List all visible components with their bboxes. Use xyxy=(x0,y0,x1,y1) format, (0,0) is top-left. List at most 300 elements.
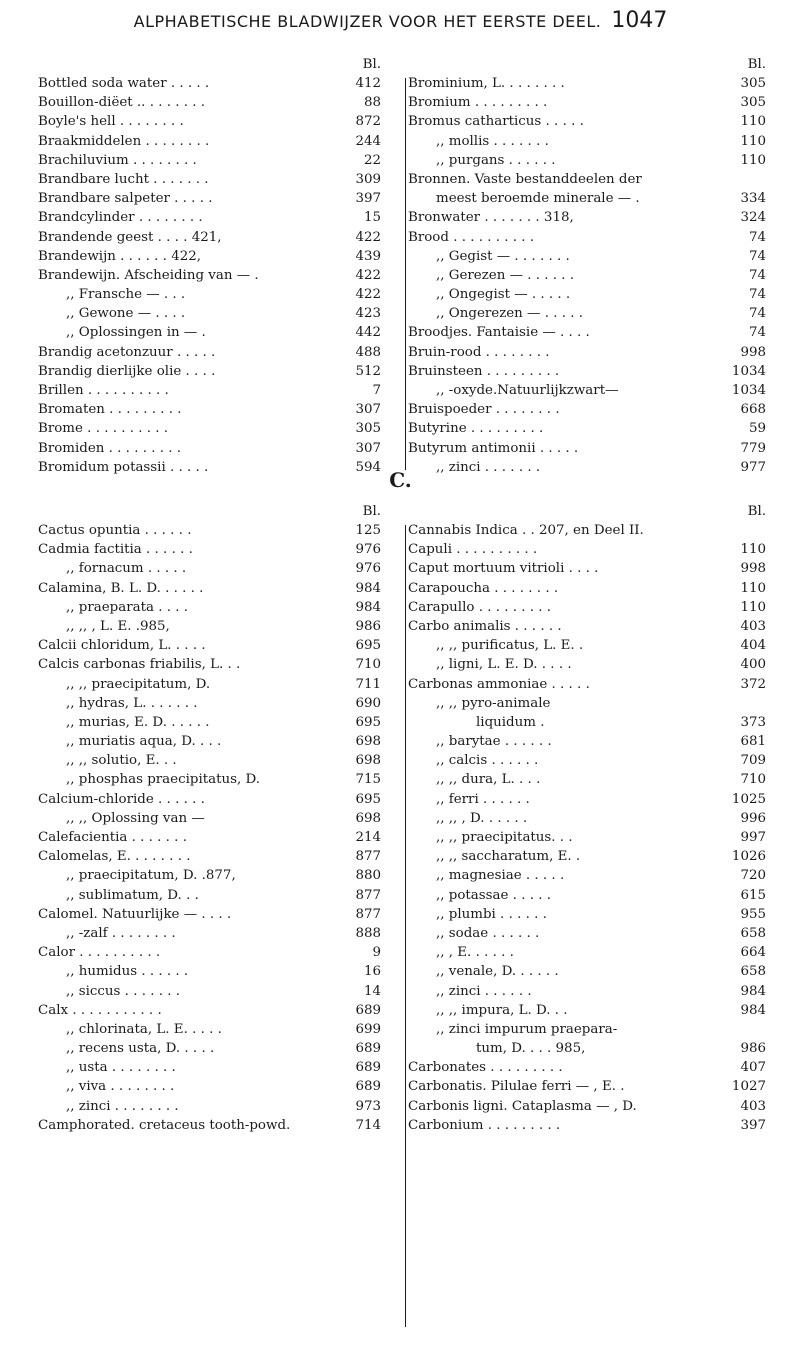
index-entry xyxy=(38,1116,381,1135)
index-entry xyxy=(408,751,766,770)
index-entry xyxy=(408,343,766,362)
entry-term: tum, D. . . . 985, xyxy=(476,1041,586,1057)
index-entry xyxy=(38,905,381,924)
entry-term: Carapoucha . . . . . . . . xyxy=(408,580,559,596)
index-entry xyxy=(38,866,381,885)
entry-page-number: 74 xyxy=(748,248,766,264)
index-entry xyxy=(408,905,766,924)
entry-page-number: 110 xyxy=(740,599,766,615)
entry-term: Bottled soda water . . . . . xyxy=(38,76,210,91)
entry-page-number: 695 xyxy=(355,791,381,807)
index-entry xyxy=(38,809,381,828)
index-entry xyxy=(38,439,381,458)
entry-term: Caput mortuum vitrioli . . . . xyxy=(408,561,599,577)
entry-term: ,, Gegist — . . . . . . . xyxy=(436,248,570,264)
entry-page-number: 16 xyxy=(363,964,381,980)
entry-term: ,, chlorinata, L. E. . . . . xyxy=(66,1021,222,1037)
index-entry xyxy=(408,1058,766,1077)
entry-term: Brandbare lucht . . . . . . . xyxy=(38,171,209,187)
entry-page-number: 400 xyxy=(740,657,766,673)
entry-page-number: 720 xyxy=(740,868,766,884)
index-entry xyxy=(408,521,766,540)
entry-page-number: 888 xyxy=(355,925,381,941)
index-entry xyxy=(408,828,766,847)
index-entry xyxy=(408,617,766,636)
entry-term: Brandig dierlijke olie . . . . xyxy=(38,363,216,379)
index-entry xyxy=(408,982,766,1001)
index-entry xyxy=(38,381,381,400)
index-entry xyxy=(408,112,766,131)
entry-term: ,, ,, praecipitatus. . . xyxy=(436,830,573,845)
index-entry xyxy=(38,285,381,304)
index-entry xyxy=(38,323,381,342)
entry-term: ,, ,, pyro-animale xyxy=(436,695,551,711)
entry-page-number: 955 xyxy=(740,906,766,922)
entry-term: Bromium . . . . . . . . . xyxy=(408,95,548,111)
entry-term: ,, humidus . . . . . . xyxy=(66,964,189,980)
entry-term: Carbo animalis . . . . . . xyxy=(408,618,562,634)
index-entry xyxy=(408,1039,766,1058)
index-entry xyxy=(38,924,381,943)
entry-page-number: 110 xyxy=(740,580,766,596)
entry-page-number: 984 xyxy=(740,983,766,999)
entry-term: Brood . . . . . . . . . . xyxy=(408,229,535,245)
entry-term: Cactus opuntia . . . . . . xyxy=(38,523,192,538)
entry-page-number: 512 xyxy=(355,363,381,379)
entry-page-number: 442 xyxy=(355,325,381,341)
entry-page-number: 88 xyxy=(363,95,381,111)
entry-term: Calomelas, E. . . . . . . . xyxy=(38,849,191,865)
entry-term: Brandig acetonzuur . . . . . xyxy=(38,344,216,360)
entry-term: ,, calcis . . . . . . xyxy=(436,753,539,769)
index-entry xyxy=(408,655,766,674)
entry-term: Bronnen. Vaste bestanddeelen der xyxy=(408,171,642,187)
entry-page-number: 877 xyxy=(355,849,381,865)
entry-term: ,, ,, dura, L. . . . xyxy=(436,772,541,788)
entry-page-number: 422 xyxy=(355,287,381,303)
entry-term: ,, recens usta, D. . . . . xyxy=(66,1041,215,1057)
entry-page-number: 305 xyxy=(740,95,766,111)
index-entry xyxy=(38,540,381,559)
index-entry xyxy=(38,1001,381,1020)
entry-page-number: 695 xyxy=(355,638,381,654)
index-entry xyxy=(408,732,766,751)
index-entry xyxy=(408,636,766,655)
entry-page-number: 324 xyxy=(740,210,766,226)
entry-term: ,, -oxyde.Natuurlijkzwart— xyxy=(436,383,619,398)
entry-page-number: 710 xyxy=(355,657,381,673)
entry-page-number: 423 xyxy=(355,306,381,322)
entry-term: ,, fornacum . . . . . xyxy=(66,561,187,577)
entry-page-number: 373 xyxy=(740,714,766,730)
b-section-left-column xyxy=(38,55,381,477)
index-entry xyxy=(38,266,381,285)
entry-term: ,, ,, Oplossing van — xyxy=(66,810,205,826)
entry-page-number: 872 xyxy=(355,114,381,130)
entry-term: Bruispoeder . . . . . . . . xyxy=(408,402,560,418)
index-entry xyxy=(38,751,381,770)
column-header-label: Bl. xyxy=(362,504,381,519)
entry-page-number: 305 xyxy=(740,76,766,91)
entry-term: Calcii chloridum, L. . . . . xyxy=(38,638,206,654)
entry-page-number: 74 xyxy=(748,229,766,245)
entry-term: Carbonas ammoniae . . . . . xyxy=(408,676,590,692)
index-entry xyxy=(408,713,766,732)
index-entry xyxy=(38,694,381,713)
entry-term: Carbonis ligni. Cataplasma — , D. xyxy=(408,1098,637,1114)
entry-page-number: 996 xyxy=(740,810,766,826)
index-entry xyxy=(38,636,381,655)
entry-page-number: 59 xyxy=(748,421,766,437)
index-entry xyxy=(408,598,766,617)
index-entry xyxy=(38,598,381,617)
entry-page-number: 74 xyxy=(748,306,766,322)
index-entry xyxy=(408,790,766,809)
b-section-right-column xyxy=(408,55,766,477)
entry-page-number: 976 xyxy=(355,561,381,577)
entry-page-number: 699 xyxy=(355,1021,381,1037)
entry-term: Camphorated. cretaceus tooth-powd. xyxy=(38,1117,291,1133)
entry-page-number: 110 xyxy=(740,542,766,558)
entry-term: ,, sublimatum, D. . . xyxy=(66,887,199,903)
entry-term: Braakmiddelen . . . . . . . . xyxy=(38,133,210,149)
entry-term: ,, Gerezen — . . . . . . xyxy=(436,267,575,283)
entry-term: ,, praeparata . . . . xyxy=(66,599,189,615)
entry-page-number: 1026 xyxy=(731,849,766,865)
index-entry xyxy=(38,675,381,694)
entry-term: Butyrine . . . . . . . . . xyxy=(408,421,544,437)
index-entry xyxy=(408,132,766,151)
index-entry xyxy=(38,112,381,131)
entry-term: ,, ,, saccharatum, E. . xyxy=(436,849,581,865)
entry-page-number: 1025 xyxy=(731,791,766,807)
entry-term: Brome . . . . . . . . . . xyxy=(38,421,169,437)
entry-term: ,, ,, impura, L. D. . . xyxy=(436,1002,568,1018)
index-entry xyxy=(408,247,766,266)
index-entry xyxy=(408,540,766,559)
entry-page-number: 22 xyxy=(363,152,381,168)
entry-term: Brandewijn. Afscheiding van — . xyxy=(38,267,259,283)
index-entry xyxy=(38,770,381,789)
entry-term: ,, usta . . . . . . . . xyxy=(66,1060,176,1076)
index-entry xyxy=(408,170,766,189)
entry-page-number: 977 xyxy=(740,459,766,475)
entry-page-number: 615 xyxy=(740,887,766,903)
entry-term: Bronwater . . . . . . . 318, xyxy=(408,210,574,226)
entry-page-number: 698 xyxy=(355,753,381,769)
entry-page-number: 74 xyxy=(748,287,766,303)
entry-page-number: 658 xyxy=(740,964,766,980)
entry-page-number: 372 xyxy=(740,676,766,692)
entry-term: Broodjes. Fantaisie — . . . . xyxy=(408,325,590,341)
index-entry xyxy=(408,1020,766,1039)
entry-page-number: 309 xyxy=(355,171,381,187)
entry-page-number: 715 xyxy=(355,772,381,788)
index-entry xyxy=(38,93,381,112)
index-entry xyxy=(408,189,766,208)
entry-term: ,, sodae . . . . . . xyxy=(436,925,540,941)
index-entry xyxy=(38,790,381,809)
entry-term: Calamina, B. L. D. . . . . . xyxy=(38,580,204,596)
entry-page-number: 422 xyxy=(355,267,381,283)
entry-page-number: 984 xyxy=(355,580,381,596)
index-entry xyxy=(408,962,766,981)
entry-term: ,, potassae . . . . . xyxy=(436,887,551,903)
index-entry xyxy=(408,74,766,93)
index-entry xyxy=(38,713,381,732)
entry-page-number: 709 xyxy=(740,753,766,769)
index-entry xyxy=(38,362,381,381)
index-entry xyxy=(408,809,766,828)
index-entry xyxy=(38,304,381,323)
column-header-label: Bl. xyxy=(747,57,766,72)
index-entry xyxy=(408,304,766,323)
index-entry xyxy=(38,943,381,962)
entry-term: Cadmia factitia . . . . . . xyxy=(38,542,193,558)
index-entry xyxy=(408,323,766,342)
entry-page-number: 403 xyxy=(740,618,766,634)
entry-term: Boyle's hell . . . . . . . . xyxy=(38,114,184,130)
entry-page-number: 422 xyxy=(355,229,381,245)
entry-page-number: 998 xyxy=(740,344,766,360)
entry-term: ,, murias, E. D. . . . . . xyxy=(66,714,210,730)
index-entry xyxy=(408,675,766,694)
index-entry xyxy=(38,1077,381,1096)
index-entry xyxy=(38,74,381,93)
entry-term: ,, ,, solutio, E. . . xyxy=(66,753,177,769)
index-entry xyxy=(38,132,381,151)
entry-page-number: 214 xyxy=(355,830,381,845)
entry-term: ,, hydras, L. . . . . . . xyxy=(66,695,198,711)
entry-term: ,, zinci . . . . . . . . xyxy=(66,1098,179,1114)
entry-term: ,, Ongerezen — . . . . . xyxy=(436,306,584,322)
entry-term: Calor . . . . . . . . . . xyxy=(38,945,161,961)
entry-term: ,, mollis . . . . . . . xyxy=(436,133,549,149)
index-entry xyxy=(408,924,766,943)
entry-term: ,, ,, , L. E. .985, xyxy=(66,618,170,634)
entry-term: Calomel. Natuurlijke — . . . . xyxy=(38,906,232,922)
index-entry xyxy=(38,521,381,540)
page-header xyxy=(0,8,801,33)
entry-page-number: 307 xyxy=(355,440,381,456)
entry-page-number: 397 xyxy=(355,191,381,207)
entry-term: ,, siccus . . . . . . . xyxy=(66,983,181,999)
entry-term: meest beroemde minerale — . xyxy=(436,191,640,207)
index-entry xyxy=(408,1001,766,1020)
entry-page-number: 984 xyxy=(740,1002,766,1018)
entry-term: ,, purgans . . . . . . xyxy=(436,152,556,168)
entry-page-number: 711 xyxy=(355,676,381,692)
entry-page-number: 689 xyxy=(355,1041,381,1057)
column-header xyxy=(38,55,381,74)
entry-page-number: 1034 xyxy=(731,363,766,379)
index-entry xyxy=(38,1097,381,1116)
entry-term: ,, barytae . . . . . . xyxy=(436,734,552,750)
entry-page-number: 984 xyxy=(355,599,381,615)
index-entry xyxy=(38,228,381,247)
column-header-label: Bl. xyxy=(362,57,381,72)
entry-page-number: 877 xyxy=(355,887,381,903)
entry-term: Cannabis Indica . . 207, en Deel II. xyxy=(408,523,644,538)
entry-page-number: 689 xyxy=(355,1060,381,1076)
entry-term: Brachiluvium . . . . . . . . xyxy=(38,152,197,168)
index-entry xyxy=(408,228,766,247)
index-entry xyxy=(408,362,766,381)
entry-term: ,, venale, D. . . . . . xyxy=(436,964,559,980)
c-section-right-column xyxy=(408,502,766,1135)
index-entry xyxy=(408,886,766,905)
entry-term: Brandcylinder . . . . . . . . xyxy=(38,210,203,226)
entry-term: ,, ferri . . . . . . xyxy=(436,791,530,807)
entry-term: ,, zinci impurum praepara- xyxy=(436,1021,618,1037)
entry-term: ,, magnesiae . . . . . xyxy=(436,868,565,884)
entry-page-number: 14 xyxy=(363,983,381,999)
entry-page-number: 244 xyxy=(355,133,381,149)
entry-page-number: 307 xyxy=(355,402,381,418)
entry-page-number: 9 xyxy=(372,945,381,961)
entry-page-number: 698 xyxy=(355,810,381,826)
entry-term: Bruinsteen . . . . . . . . . xyxy=(408,363,560,379)
entry-term: Brandende geest . . . . 421, xyxy=(38,229,222,245)
index-entry xyxy=(38,886,381,905)
entry-term: Calefacientia . . . . . . . xyxy=(38,830,187,845)
entry-term: ,, phosphas praecipitatus, D. xyxy=(66,772,260,788)
column-header xyxy=(408,502,766,521)
entry-page-number: 714 xyxy=(355,1117,381,1133)
index-entry xyxy=(38,559,381,578)
entry-page-number: 997 xyxy=(740,830,766,845)
column-header xyxy=(38,502,381,521)
entry-page-number: 110 xyxy=(740,152,766,168)
index-entry xyxy=(38,247,381,266)
entry-term: ,, ,, praecipitatum, D. xyxy=(66,676,211,692)
column-divider xyxy=(405,78,406,470)
entry-page-number: 973 xyxy=(355,1098,381,1114)
entry-page-number: 1034 xyxy=(731,383,766,398)
index-entry xyxy=(38,617,381,636)
entry-term: ,, praecipitatum, D. .877, xyxy=(66,868,236,884)
index-entry xyxy=(408,770,766,789)
entry-term: ,, -zalf . . . . . . . . xyxy=(66,925,176,941)
column-divider xyxy=(405,525,406,1327)
page-number: 1047 xyxy=(611,8,668,33)
index-entry xyxy=(38,655,381,674)
entry-page-number: 594 xyxy=(355,459,381,475)
entry-page-number: 689 xyxy=(355,1079,381,1095)
entry-page-number: 15 xyxy=(363,210,381,226)
index-entry xyxy=(38,1039,381,1058)
index-entry xyxy=(408,419,766,438)
entry-term: Butyrum antimonii . . . . . xyxy=(408,440,579,456)
index-entry xyxy=(408,1116,766,1135)
index-entry xyxy=(38,962,381,981)
entry-page-number: 664 xyxy=(740,945,766,961)
index-entry xyxy=(408,559,766,578)
entry-page-number: 404 xyxy=(740,638,766,654)
entry-term: Calx . . . . . . . . . . . xyxy=(38,1002,162,1018)
index-entry xyxy=(408,866,766,885)
entry-term: ,, Gewone — . . . . xyxy=(66,306,186,322)
entry-page-number: 998 xyxy=(740,561,766,577)
entry-term: ,, zinci . . . . . . xyxy=(436,983,532,999)
entry-page-number: 305 xyxy=(355,421,381,437)
index-entry xyxy=(38,1020,381,1039)
index-entry xyxy=(38,343,381,362)
entry-page-number: 668 xyxy=(740,402,766,418)
index-entry xyxy=(408,381,766,400)
entry-page-number: 976 xyxy=(355,542,381,558)
entry-page-number: 110 xyxy=(740,133,766,149)
entry-term: ,, viva . . . . . . . . xyxy=(66,1079,175,1095)
entry-page-number: 877 xyxy=(355,906,381,922)
column-header xyxy=(408,55,766,74)
index-entry xyxy=(38,170,381,189)
entry-term: Carbonates . . . . . . . . . xyxy=(408,1060,563,1076)
index-entry xyxy=(408,266,766,285)
entry-page-number: 681 xyxy=(740,734,766,750)
entry-page-number: 698 xyxy=(355,734,381,750)
entry-page-number: 710 xyxy=(740,772,766,788)
entry-page-number: 407 xyxy=(740,1060,766,1076)
entry-term: Bouillon-diëet .. . . . . . . . xyxy=(38,95,206,111)
entry-term: ,, zinci . . . . . . . xyxy=(436,459,541,475)
entry-term: ,, muriatis aqua, D. . . . xyxy=(66,734,222,750)
entry-page-number: 439 xyxy=(355,248,381,264)
index-entry xyxy=(38,982,381,1001)
entry-page-number: 488 xyxy=(355,344,381,360)
entry-term: liquidum . xyxy=(476,714,545,730)
index-entry xyxy=(38,847,381,866)
running-title: ALPHABETISCHE BLADWIJZER VOOR HET EERSTE DEEL. xyxy=(133,12,602,31)
index-entry xyxy=(38,208,381,227)
entry-term: ,, ,, purificatus, L. E. . xyxy=(436,638,584,654)
index-entry xyxy=(408,151,766,170)
entry-page-number: 658 xyxy=(740,925,766,941)
entry-term: Capuli . . . . . . . . . . xyxy=(408,542,538,558)
entry-term: Brandewijn . . . . . . 422, xyxy=(38,248,202,264)
section-letter-c: C. xyxy=(389,468,412,492)
entry-term: Carbonatis. Pilulae ferri — , E. . xyxy=(408,1079,625,1095)
entry-term: Calcium-chloride . . . . . . xyxy=(38,791,205,807)
entry-term: Bromus catharticus . . . . . xyxy=(408,114,584,130)
entry-page-number: 779 xyxy=(740,440,766,456)
entry-term: ,, ,, , D. . . . . . xyxy=(436,810,528,826)
entry-page-number: 412 xyxy=(355,76,381,91)
entry-term: ,, plumbi . . . . . . xyxy=(436,906,547,922)
index-entry xyxy=(38,400,381,419)
entry-page-number: 986 xyxy=(740,1041,766,1057)
index-entry xyxy=(408,208,766,227)
entry-page-number: 403 xyxy=(740,1098,766,1114)
entry-term: Calcis carbonas friabilis, L. . . xyxy=(38,657,241,673)
entry-term: Brillen . . . . . . . . . . xyxy=(38,383,169,398)
index-entry xyxy=(38,828,381,847)
index-entry xyxy=(408,1097,766,1116)
entry-page-number: 125 xyxy=(355,523,381,538)
entry-term: ,, Fransche — . . . xyxy=(66,287,186,303)
index-entry xyxy=(38,1058,381,1077)
index-entry xyxy=(408,694,766,713)
c-section-left-column xyxy=(38,502,381,1135)
entry-term: Brandbare salpeter . . . . . xyxy=(38,191,213,207)
index-entry xyxy=(38,579,381,598)
index-entry xyxy=(408,285,766,304)
entry-page-number: 880 xyxy=(355,868,381,884)
entry-page-number: 74 xyxy=(748,325,766,341)
index-entry xyxy=(408,439,766,458)
index-entry xyxy=(38,732,381,751)
index-entry xyxy=(408,93,766,112)
